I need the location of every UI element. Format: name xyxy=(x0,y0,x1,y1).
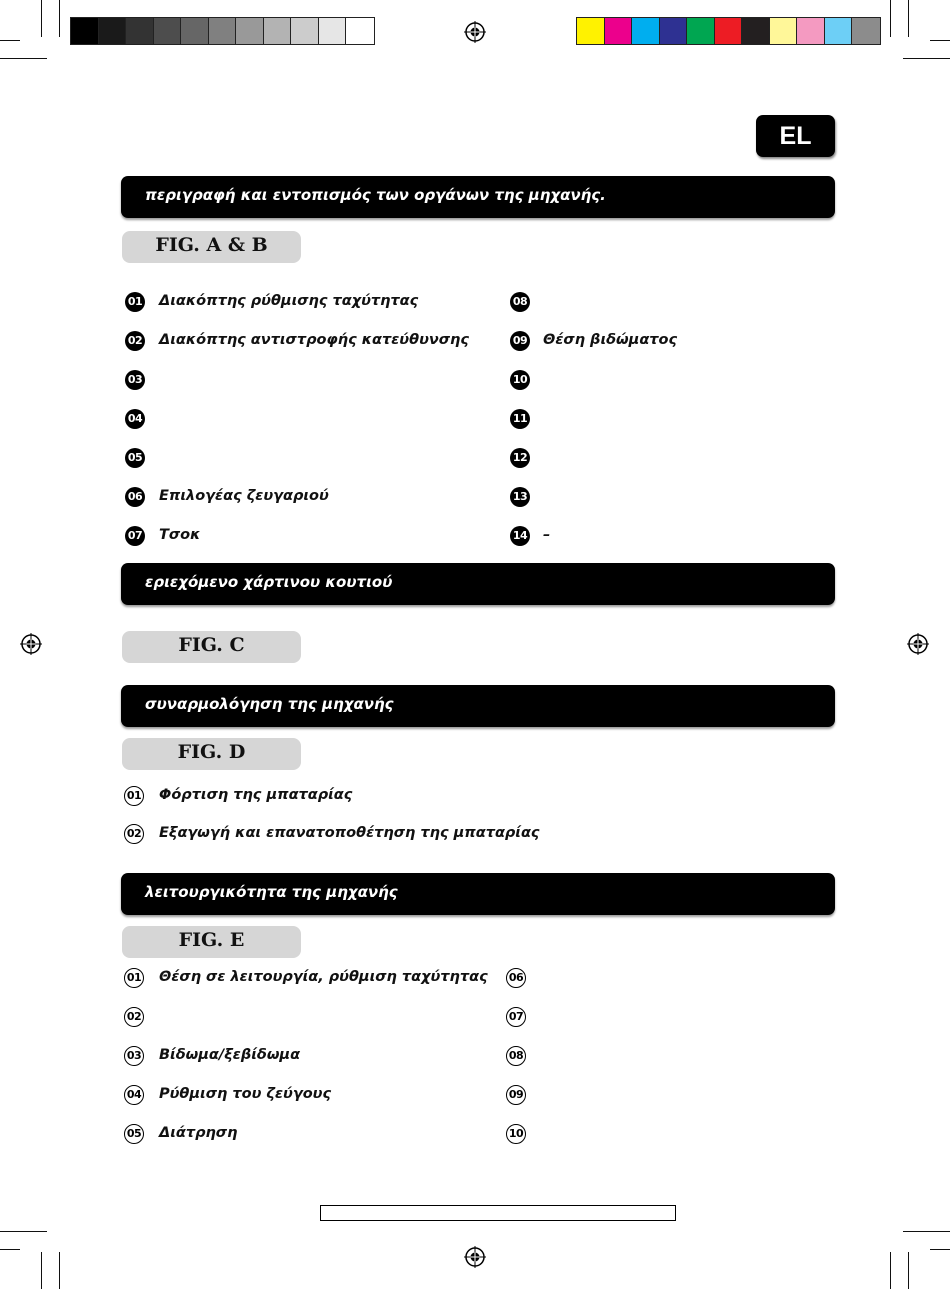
grayscale-color-bar xyxy=(70,17,375,45)
registration-mark-left xyxy=(20,633,42,655)
color-swatch xyxy=(236,18,264,44)
section-header-box-contents: εριεχόμενο χάρτινου κουτιού xyxy=(121,563,835,605)
color-swatch xyxy=(319,18,347,44)
color-swatch xyxy=(742,18,770,44)
item-number-badge: 04 xyxy=(125,409,145,429)
color-swatch xyxy=(715,18,743,44)
section-header-assembly: συναρμολόγηση της μηχανής xyxy=(121,685,835,727)
registration-mark-bottom xyxy=(464,1246,486,1268)
item-number-badge: 11 xyxy=(510,409,530,429)
color-swatch xyxy=(346,18,374,44)
item-number-badge: 13 xyxy=(510,487,530,507)
item-number-badge: 09 xyxy=(510,331,530,351)
item-number-badge: 01 xyxy=(124,968,144,988)
item-label: Βίδωμα/ξεβίδωμα xyxy=(159,1047,301,1063)
color-swatch xyxy=(291,18,319,44)
registration-mark-right xyxy=(907,633,929,655)
item-label: Διάτρηση xyxy=(159,1125,238,1141)
color-swatch xyxy=(797,18,825,44)
item-number-badge: 07 xyxy=(506,1007,526,1027)
color-swatch xyxy=(126,18,154,44)
color-swatch xyxy=(852,18,880,44)
fig-label-e: FIG. E xyxy=(122,926,301,958)
section-header-description: περιγραφή και εντοπισμός των οργάνων της μηχανής. xyxy=(121,176,835,218)
fig-label-ab: FIG. A & B xyxy=(122,231,301,263)
item-number-badge: 02 xyxy=(124,1007,144,1027)
fig-label-d: FIG. D xyxy=(122,738,301,770)
item-number-badge: 14 xyxy=(510,526,530,546)
item-number-badge: 06 xyxy=(125,487,145,507)
item-label: Θέση σε λειτουργία, ρύθμιση ταχύτητας xyxy=(159,969,488,985)
item-number-badge: 05 xyxy=(124,1124,144,1144)
item-label: Εξαγωγή και επανατοποθέτηση της μπαταρίας xyxy=(159,825,540,841)
process-color-bar xyxy=(576,17,881,45)
item-label: Τσοκ xyxy=(159,527,201,543)
item-label: – xyxy=(543,527,551,543)
fig-label-c: FIG. C xyxy=(122,631,301,663)
item-number-badge: 03 xyxy=(124,1046,144,1066)
color-swatch xyxy=(660,18,688,44)
item-label: Ρύθμιση του ζεύγους xyxy=(159,1086,332,1102)
language-tab: EL xyxy=(756,115,835,157)
item-label: Διακόπτης ρύθμισης ταχύτητας xyxy=(159,293,419,309)
section-header-operation: λειτουργικότητα της μηχανής xyxy=(121,873,835,915)
item-number-badge: 08 xyxy=(510,292,530,312)
item-number-badge: 10 xyxy=(510,370,530,390)
item-number-badge: 01 xyxy=(125,292,145,312)
item-number-badge: 01 xyxy=(124,786,144,806)
item-number-badge: 09 xyxy=(506,1085,526,1105)
color-swatch xyxy=(687,18,715,44)
item-number-badge: 12 xyxy=(510,448,530,468)
color-swatch xyxy=(605,18,633,44)
item-label: Διακόπτης αντιστροφής κατεύθυνσης xyxy=(159,332,469,348)
color-swatch xyxy=(825,18,853,44)
item-number-badge: 07 xyxy=(125,526,145,546)
color-swatch xyxy=(99,18,127,44)
item-number-badge: 06 xyxy=(506,968,526,988)
item-number-badge: 02 xyxy=(125,331,145,351)
color-swatch xyxy=(577,18,605,44)
color-swatch xyxy=(209,18,237,44)
color-swatch xyxy=(770,18,798,44)
item-number-badge: 02 xyxy=(124,824,144,844)
color-swatch xyxy=(181,18,209,44)
item-number-badge: 08 xyxy=(506,1046,526,1066)
footer-box xyxy=(320,1205,676,1221)
item-label: Φόρτιση της μπαταρίας xyxy=(159,787,353,803)
item-number-badge: 03 xyxy=(125,370,145,390)
color-swatch xyxy=(632,18,660,44)
item-label: Επιλογέας ζευγαριού xyxy=(159,488,329,504)
color-swatch xyxy=(154,18,182,44)
item-number-badge: 05 xyxy=(125,448,145,468)
item-label: Θέση βιδώματος xyxy=(543,332,678,348)
item-number-badge: 04 xyxy=(124,1085,144,1105)
registration-mark-top xyxy=(464,21,486,43)
color-swatch xyxy=(264,18,292,44)
color-swatch xyxy=(71,18,99,44)
item-number-badge: 10 xyxy=(506,1124,526,1144)
